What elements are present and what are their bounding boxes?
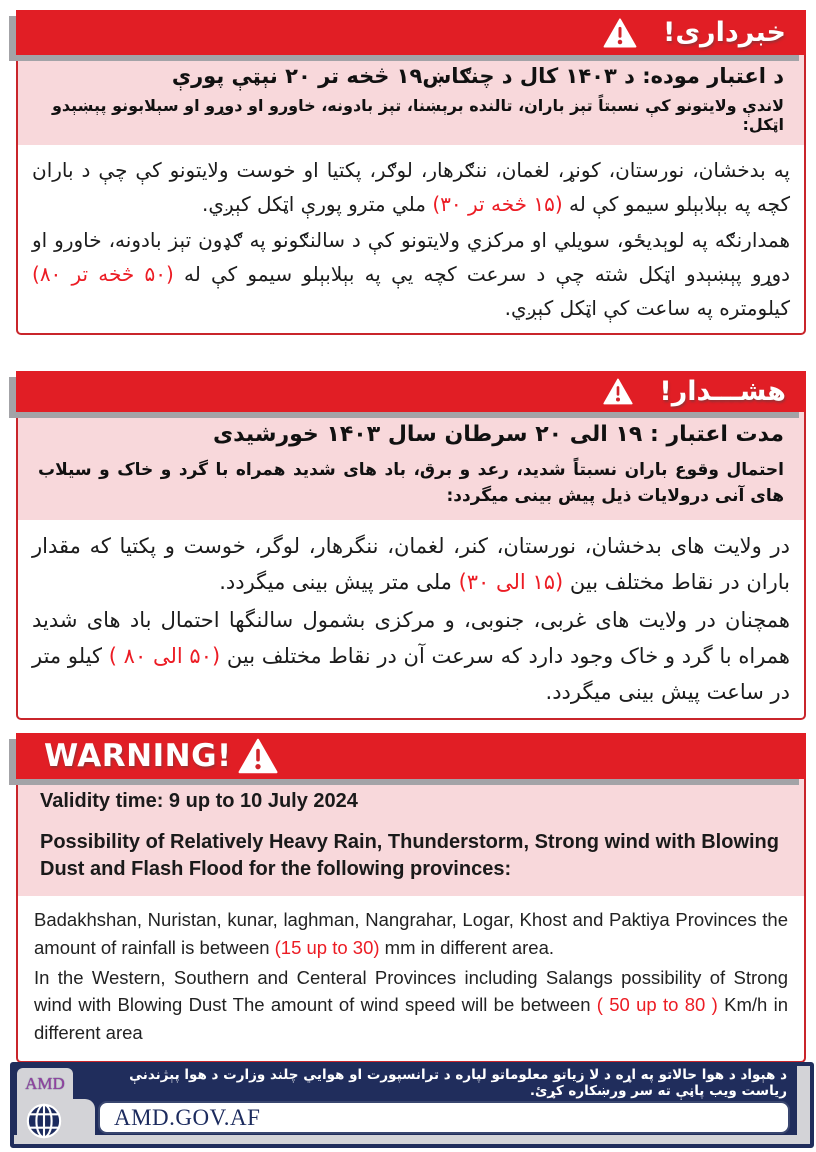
dari-content-box [16,412,806,720]
amd-tab: AMD [17,1068,73,1099]
website-url[interactable]: AMD.GOV.AF [114,1104,261,1130]
english-subtitle-line: Possibility of Relatively Heavy Rain, Thunderstorm, Strong wind with Blowing Dust and Flash Flood for the following provinces: [40,831,779,881]
dari-paragraph-rain: در ولایت های بدخشان، نورستان، کنر، لغمان، ننگرهار، لوگر، خوست و پکتیا که مقدار باران در نقاط مختلف بین (۱۵ الی ۳۰) ملی متر پیش بینی میگردد. [32,533,790,594]
pashto-subtitle-line: لاندې ولایتونو کې نسبتاً تېز باران، تالنده برېښنا، تېز بادونه، خاورو او دوړو او سېلابونو پېښېدو اټکل: [51,96,784,134]
dari-validity-line: مدت اعتبار : ۱۹ الی ۲۰ سرطان سال ۱۴۰۳ خورشیدی [212,422,784,447]
dari-pink-header [18,412,804,520]
warning-triangle-icon [238,738,278,774]
pashto-banner-title: خبرداری! [663,17,786,48]
footer [10,1062,814,1148]
footer-address-row [98,1101,790,1134]
pashto-pink-header [18,55,804,145]
english-banner-title: WARNING! [44,737,232,774]
english-body-text [18,896,804,1061]
english-paragraph-rain: Badakhshan, Nuristan, kunar, laghman, Nangrahar, Logar, Khost and Paktiya Provinces the amount of rainfall is between (15 up to 30) mm in different area. [34,909,788,958]
dari-subtitle-line: احتمال وقوع باران نسبتاً شدید، رعد و برق، باد های شدید همراه با گرد و خاک و سیلاب های آنی درولایات ذیل پیش بینی میگردد: [38,460,784,507]
pashto-paragraph-rain: په بدخشان، نورستان، کونړ، لغمان، ننګرهار، لوګر، پکتیا او خوست ولایتونو کې چې د باران کچه په بېلابېلو سیمو کې له (۱۵ څخه تر ۳۰) ملي مترو پورې اټکل کېږي. [32,158,790,216]
pashto-body-text [18,145,804,333]
dari-banner [16,371,806,412]
globe-icon [25,1102,63,1140]
warning-triangle-icon [603,18,637,48]
dari-banner-title: هشـــدار! [659,376,786,407]
globe-panel [17,1099,95,1143]
dari-paragraph-wind: همچنان در ولایت های غربی، جنوبی، و مرکزی بشمول سالنگها احتمال باد های شدید همراه با گرد و خاک وجود دارد که سرعت آن در نقاط مختلف بین (۵۰ الی ۸۰ ) کیلو متر در ساعت پیش بینی میگردد. [32,607,791,705]
english-validity-line: Validity time: 9 up to 10 July 2024 [40,790,358,813]
warning-triangle-icon [603,378,633,405]
english-content-box [16,779,806,1063]
english-banner [16,733,806,779]
pashto-warning-section [16,0,806,335]
pashto-paragraph-wind: همدارنګه په لوېدیځو، سویلي او مرکزي ولایتونو کې د سالنګونو په ګډون تېز بادونه، خاورو او دوړو پېښېدو اټکل شته چې د سرعت کچه یې په بېلابېلو سیمو کې له (۵۰ څخه تر ۸۰) کیلومتره په ساعت کې اټکل کېږي. [32,228,791,320]
pashto-banner [16,10,806,55]
dari-body-text [18,520,804,719]
address-bar[interactable] [98,1101,790,1134]
english-paragraph-wind: In the Western, Southern and Centeral Provinces including Salangs possibility of Strong wind with Blowing Dust The amount of wind speed will be between ( 50 up to 80 ) Km/h in different area [34,966,789,1044]
english-pink-header [18,779,804,896]
english-warning-section [16,733,806,1063]
footer-note: د هېواد د هوا حالاتو په اړه د لا زیاتو معلوماتو لپاره د ترانسپورت او هوايي چلند وزارت د هوا پېژندنې ریاست ویب پاڼې ته سر ورښکاره کړئ. [129,1066,787,1099]
pashto-validity-line: د اعتبار موده: د ۱۴۰۳ کال د چنګاښ۱۹ څخه تر ۲۰ نېټې پورې [171,64,784,88]
pashto-content-box [16,55,806,335]
dari-warning-section [16,371,806,720]
footer-navy-panel [14,1066,797,1135]
